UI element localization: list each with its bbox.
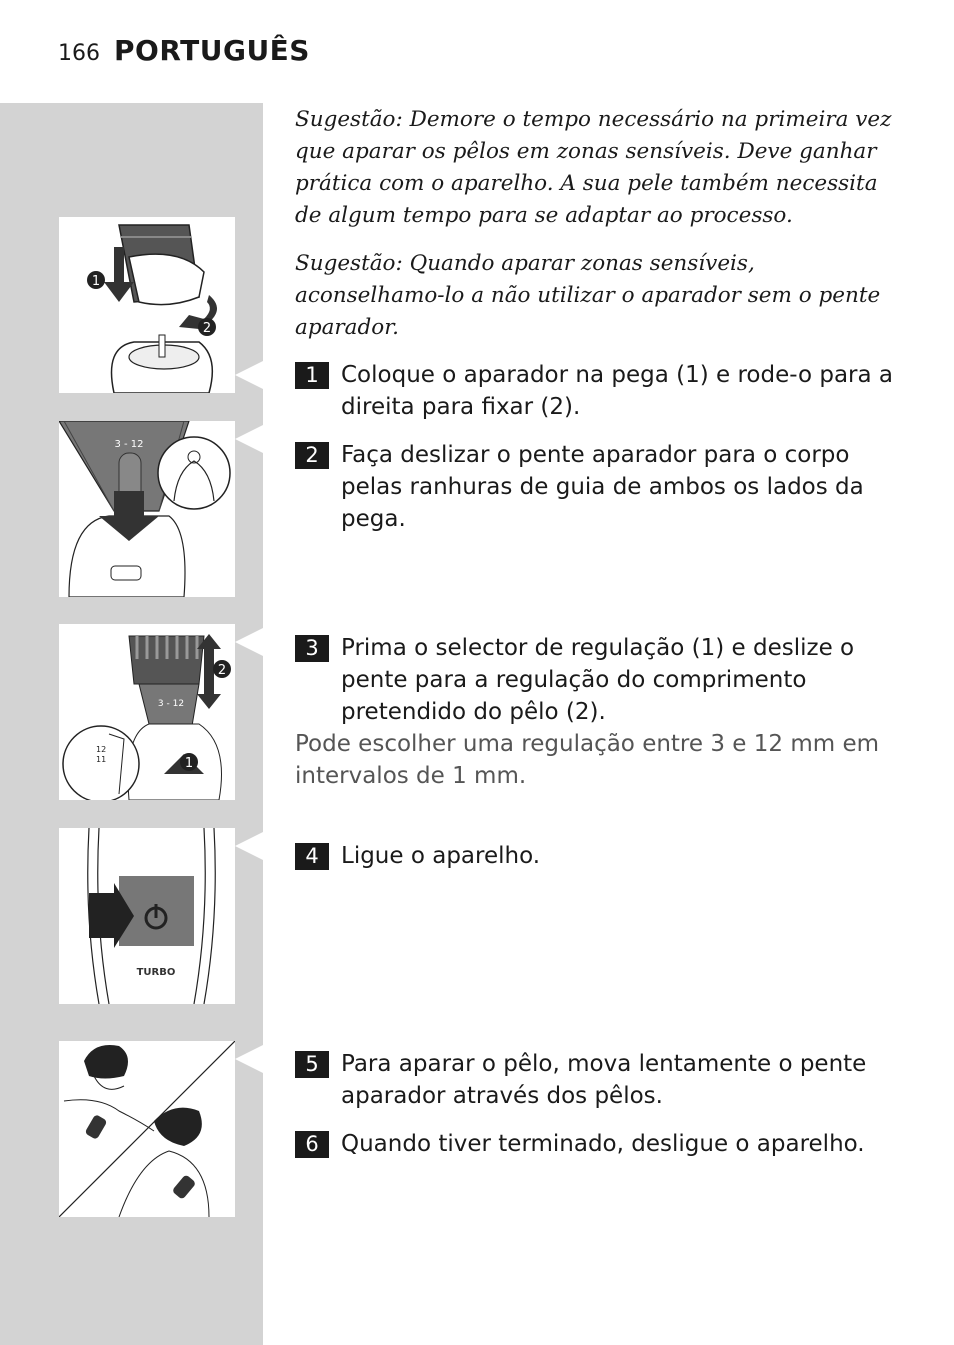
pointer-notch <box>235 361 263 389</box>
illustration-attach-trimmer <box>59 217 235 393</box>
step-text: Faça deslizar o pente aparador para o corpo pelas ranhuras de guia de ambos os lados da pega. <box>341 442 864 532</box>
step-text: Ligue o aparelho. <box>341 843 541 869</box>
illustration-slide-comb <box>59 421 235 597</box>
scale-mark-11: 11 <box>96 755 107 764</box>
step-text: Prima o selector de regulação (1) e deslize o pente para a regulação do comprimento pretendido do pêlo (2). <box>341 635 855 725</box>
scale-mark-12: 12 <box>96 745 107 754</box>
step-2 <box>295 439 895 535</box>
step-3-note: Pode escolher uma regulação entre 3 e 12 mm em intervalos de 1 mm. <box>295 731 880 789</box>
step-5 <box>295 1048 895 1112</box>
illustration-power-on <box>59 828 235 1004</box>
illustration-trimming <box>59 1041 235 1217</box>
pointer-notch <box>235 628 263 656</box>
callout-2: 2 <box>202 321 212 336</box>
step-number: 3 <box>295 635 329 662</box>
step-number: 6 <box>295 1131 329 1158</box>
step-6 <box>295 1128 895 1160</box>
comb-range-label: 3 - 12 <box>157 699 185 709</box>
page-header <box>58 34 310 74</box>
section-title: PORTUGUÊS <box>114 34 310 67</box>
step-text: Quando tiver terminado, desligue o aparelho. <box>341 1131 865 1157</box>
pointer-notch <box>235 425 263 453</box>
step-number: 1 <box>295 362 329 389</box>
illustration-length-setting <box>59 624 235 800</box>
pointer-notch <box>235 832 263 860</box>
step-1 <box>295 359 895 423</box>
step-number: 5 <box>295 1051 329 1078</box>
step-4 <box>295 840 895 872</box>
turbo-label: TURBO <box>136 967 176 978</box>
callout-1: 1 <box>91 274 101 289</box>
callout-2: 2 <box>217 663 227 678</box>
step-number: 2 <box>295 442 329 469</box>
pointer-notch <box>235 1045 263 1073</box>
page-number: 166 <box>58 41 100 66</box>
tip-text: Sugestão: Demore o tempo necessário na primeira vez que aparar os pêlos em zonas sensíveis. Deve ganhar prática com o aparelho. A sua pele também necessita de algum tempo para se adaptar ao processo. <box>295 107 892 228</box>
comb-range-label: 3 - 12 <box>114 439 144 450</box>
tip-text: Sugestão: Quando aparar zonas sensíveis, aconselhamo-lo a não utilizar o aparador sem o pente aparador. <box>295 251 881 340</box>
step-text: Coloque o aparador na pega (1) e rode-o para a direita para fixar (2). <box>341 362 894 420</box>
callout-1: 1 <box>184 756 194 771</box>
step-3 <box>295 632 895 728</box>
step-text: Para aparar o pêlo, mova lentamente o pente aparador através dos pêlos. <box>341 1051 867 1109</box>
steps-list <box>295 0 895 1345</box>
step-number: 4 <box>295 843 329 870</box>
